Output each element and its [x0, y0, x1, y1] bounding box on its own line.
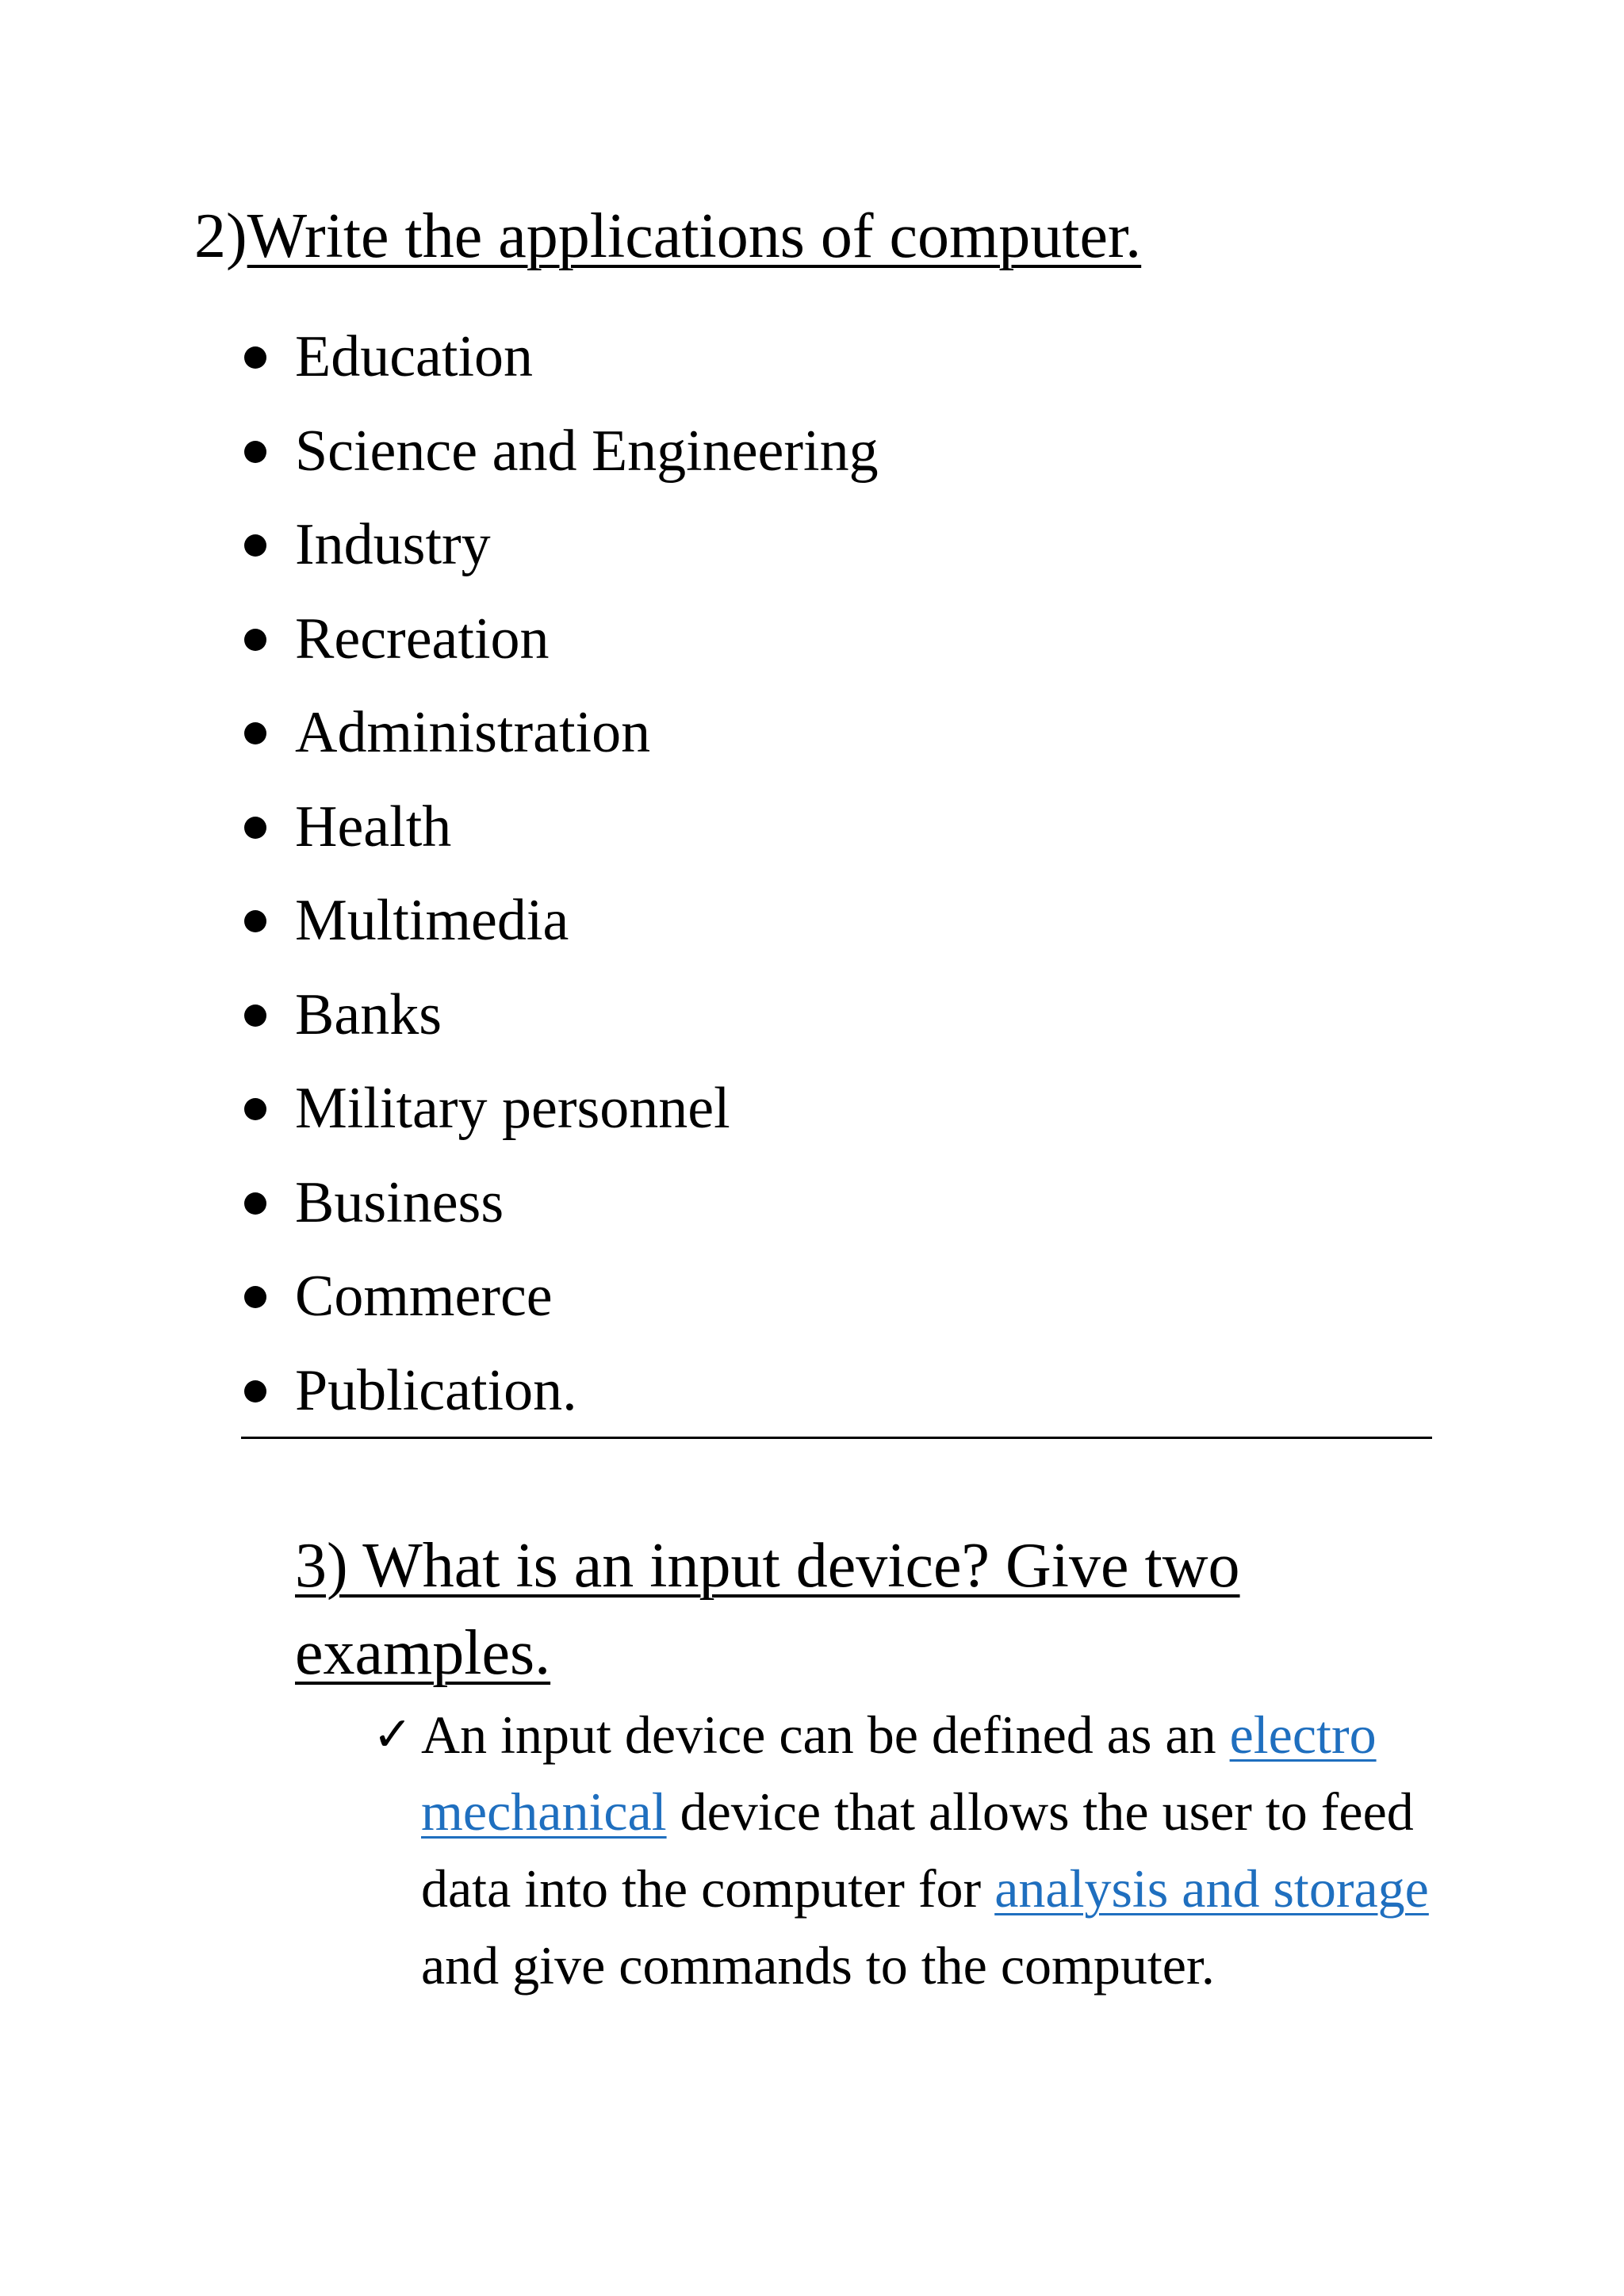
bullet-icon — [244, 1380, 266, 1402]
bullet-icon — [244, 441, 266, 463]
list-item — [238, 787, 879, 882]
bullet-icon — [244, 346, 266, 369]
list-item-label: Publication. — [295, 1357, 577, 1423]
list-item — [238, 599, 879, 694]
bullet-icon — [244, 629, 266, 651]
question-3-answer — [373, 1697, 1451, 2004]
bullet-icon — [244, 1004, 266, 1027]
list-item — [238, 1069, 879, 1163]
list-item — [238, 881, 879, 975]
list-item-label: Banks — [295, 982, 442, 1047]
list-item — [238, 411, 879, 506]
answer-text-part-1: An input device can be defined as an — [421, 1705, 1230, 1765]
question-2-number: 2) — [194, 201, 247, 271]
list-item — [238, 1257, 879, 1351]
bullet-icon — [244, 817, 266, 839]
applications-list — [238, 317, 879, 1445]
list-item-label: Military personnel — [295, 1076, 730, 1141]
list-item-label: Administration — [295, 700, 651, 765]
bullet-icon — [244, 910, 266, 932]
bullet-icon — [244, 534, 266, 557]
list-item — [238, 975, 879, 1070]
question-3-heading: 3) What is an input device? Give two examples. — [295, 1531, 1240, 1688]
list-item-label: Commerce — [295, 1264, 553, 1329]
section-divider — [241, 1437, 1432, 1439]
list-item — [238, 1163, 879, 1257]
question-2-heading — [194, 197, 1141, 276]
answer-text-part-2: device that allows the user to feed data into the computer for — [421, 1781, 1414, 1919]
list-item-label: Industry — [295, 512, 491, 577]
electro-mechanical-link[interactable]: electro mechanical — [421, 1705, 1377, 1842]
bullet-icon — [244, 1098, 266, 1120]
analysis-and-storage-link[interactable]: analysis and storage — [994, 1858, 1429, 1919]
list-item-label: Health — [295, 794, 452, 859]
bullet-icon — [244, 1192, 266, 1215]
checkmark-icon: ✓ — [373, 1707, 413, 1762]
answer-text — [421, 1697, 1451, 2004]
question-2-title: Write the applications of computer. — [247, 201, 1142, 271]
list-item — [238, 505, 879, 599]
list-item — [238, 693, 879, 787]
list-item-label: Business — [295, 1169, 504, 1235]
bullet-icon — [244, 722, 266, 744]
bullet-icon — [244, 1286, 266, 1308]
list-item-label: Science and Engineering — [295, 418, 879, 484]
list-item — [238, 1351, 879, 1445]
list-item — [238, 317, 879, 411]
list-item-label: Recreation — [295, 606, 550, 672]
list-item-label: Education — [295, 324, 534, 389]
list-item-label: Multimedia — [295, 888, 569, 953]
answer-text-part-3: and give commands to the computer. — [421, 1935, 1215, 1996]
